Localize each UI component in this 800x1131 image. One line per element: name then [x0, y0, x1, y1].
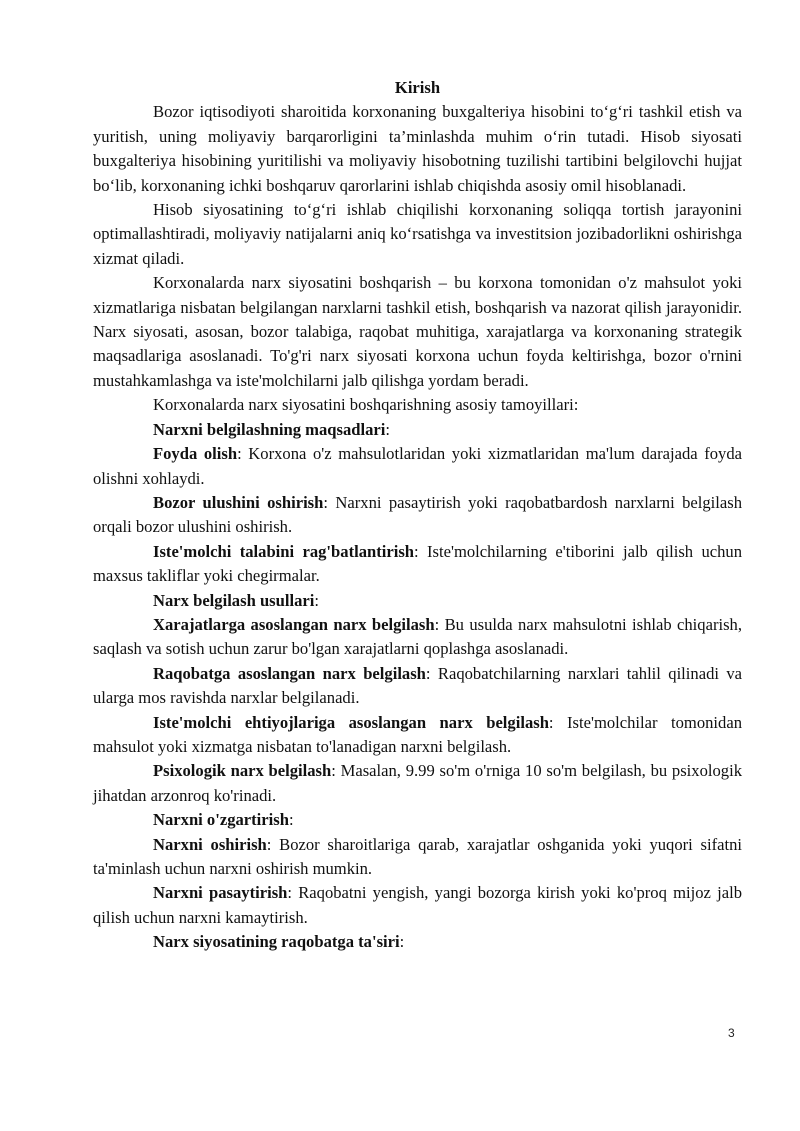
paragraph-bold-lead: Narx siyosatining raqobatga ta'siri — [153, 932, 400, 952]
paragraph-text: : Narxni pasaytirish yoki raqobatbardosh narxlarni belgilash orqali bozor ulushini oshirish. — [93, 492, 742, 537]
paragraph-text: Korxonalarda narx siyosatini boshqarishning asosiy tamoyillari: — [153, 395, 579, 415]
paragraph-bold-lead: Raqobatga asoslangan narx belgilash — [153, 663, 426, 683]
paragraph-text: : Korxona o'z mahsulotlaridan yoki xizmatlaridan ma'lum darajada foyda olishni xohlaydi. — [93, 444, 742, 488]
list-item — [93, 711, 742, 760]
paragraph-bold-lead: Narxni belgilashning maqsadlari — [153, 419, 386, 439]
paragraph — [93, 271, 742, 393]
list-item — [93, 540, 742, 589]
page-title: Kirish — [394, 78, 441, 97]
paragraph-text: : Raqobatni yengish, yangi bozorga kirish yoki ko'proq mijoz jalb qilish uchun narxni kamaytirish. — [93, 883, 742, 927]
paragraph-text: : Raqobatchilarning narxlari tahlil qilinadi va ularga mos ravishda narxlar belgilanadi. — [93, 663, 742, 708]
paragraph-text: Korxonalarda narx siyosatini boshqarish – bu korxona tomonidan o'z mahsulot yoki xizmatlariga nisbatan belgilangan narxlarni tashkil etish, boshqarish va nazorat qilish jarayonidir. Narx siyosati, asosan, bozor talabiga, raqobat muhitiga, xarajatlarga va korxonaning strategik maqsadlariga asoslanadi. To'g'ri narx siyosati korxona uchun foyda keltirishga, bozor o'rnini mustahkamlashga va iste'molchilarni jalb qilishga yordam beradi. — [93, 273, 742, 390]
paragraph-bold-lead: Narxni o'zgartirish — [153, 810, 289, 830]
paragraph-bold-lead: Foyda olish — [153, 444, 238, 464]
paragraph — [93, 393, 742, 417]
paragraph-text: : Bozor sharoitlariga qarab, xarajatlar oshganida yoki yuqori sifatni ta'minlash uchun narxni oshirish mumkin. — [93, 834, 742, 878]
paragraph-bold-lead: Psixologik narx belgilash — [153, 761, 332, 781]
paragraph-bold-lead: Narx belgilash usullari — [153, 590, 315, 610]
section-heading — [93, 930, 742, 954]
paragraph-bold-lead: Narxni oshirish — [153, 834, 267, 854]
section-heading — [93, 808, 742, 832]
paragraph-text: : — [399, 932, 405, 952]
paragraph-text: : Iste'molchilar tomonidan mahsulot yoki xizmatga nisbatan to'lanadigan narxni belgilash. — [93, 712, 742, 756]
paragraph-text: Hisob siyosatining to‘g‘ri ishlab chiqilishi korxonaning soliqqa tortish jarayonini optimallashtiradi, moliyaviy natijalarni aniq ko‘rsatishga va investitsion jozibadorlikni oshirishga xizmat qiladi. — [93, 200, 742, 268]
page-content — [93, 76, 742, 955]
paragraph-text: : — [385, 419, 390, 439]
section-heading — [93, 589, 742, 613]
paragraph-bold-lead: Xarajatlarga asoslangan narx belgilash — [153, 614, 435, 634]
paragraph-text: : Masalan, 9.99 so'm o'rniga 10 so'm belgilash, bu psixologik jihatdan arzonroq ko'rinadi. — [93, 761, 742, 805]
paragraph-text: : Bu usulda narx mahsulotni ishlab chiqarish, saqlash va sotish uchun zarur bo'lgan xarajatlarni qoplashga asoslanadi. — [93, 614, 742, 659]
page-number: 3 — [728, 1026, 735, 1040]
section-heading — [93, 418, 742, 442]
list-item — [93, 662, 742, 711]
paragraph-text: : — [314, 590, 319, 610]
paragraph-text: : Iste'molchilarning e'tiborini jalb qilish uchun maxsus takliflar yoki chegirmalar. — [93, 541, 742, 586]
paragraph-bold-lead: Narxni pasaytirish — [153, 883, 288, 903]
list-item — [93, 491, 742, 540]
paragraph-bold-lead: Bozor ulushini oshirish — [153, 492, 324, 512]
list-item — [93, 881, 742, 930]
list-item — [93, 442, 742, 491]
paragraph — [93, 100, 742, 198]
paragraph-bold-lead: Iste'molchi talabini rag'batlantirish — [153, 541, 415, 561]
list-item — [93, 759, 742, 808]
paragraph — [93, 198, 742, 271]
paragraph-text: Bozor iqtisodiyoti sharoitida korxonaning buxgalteriya hisobini to‘g‘ri tashkil etish va yuritish, uning moliyaviy barqarorligini ta’minlashda muhim o‘rin tutadi. Hisob siyosati buxgalteriya hisobining yuritilishi va moliyaviy hisobotning tuzilishi tartibini belgilovchi hujjat bo‘lib, korxonaning ichki boshqaruv qarorlarini ishlab chiqishda asosiy omil hisoblanadi. — [93, 102, 742, 195]
paragraph-bold-lead: Iste'molchi ehtiyojlariga asoslangan narx belgilash — [153, 712, 549, 732]
list-item — [93, 613, 742, 662]
paragraph-text: : — [288, 810, 294, 830]
list-item — [93, 833, 742, 882]
